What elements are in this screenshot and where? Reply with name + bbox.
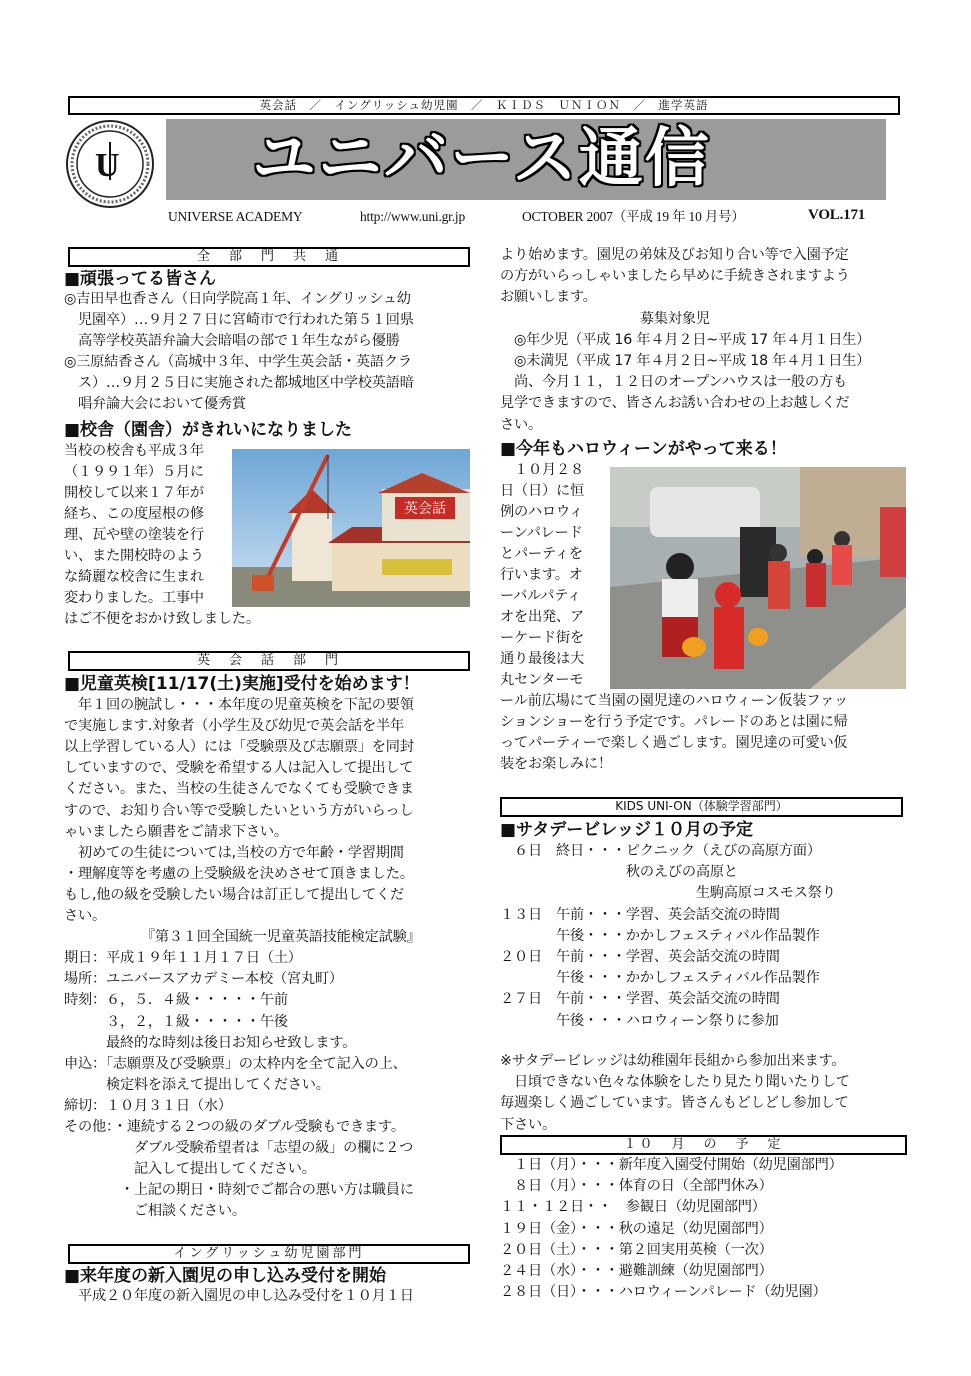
enrollment-line: 見学できますので、皆さんお誘い合わせの上お越しくだ: [500, 395, 850, 412]
halloween-line: ーケード街を: [500, 630, 584, 646]
halloween-line: 丸センターモ: [500, 672, 584, 688]
enrollment-line: さい。: [500, 416, 542, 433]
halloween-line: １０月２８: [500, 462, 584, 478]
eiken-line: 締切：１０月３１日（水）: [64, 1097, 232, 1114]
enrollment-line: ◎年少児（平成 16 年４月２日~平成 17 年４月１日生）: [500, 331, 871, 348]
schedule-line: 午後・・・かかしフェスティバル作品製作: [500, 970, 820, 987]
halloween-line: 装をお楽しみに！: [500, 756, 612, 772]
building-sign-text: 英会話: [404, 501, 446, 517]
achievement-line: 唱弁論大会において優秀賞: [64, 396, 246, 412]
top-category-bar: 英会話 ／ イングリッシュ幼児園 ／ ＫＩＤＳ ＵＮＩＯＮ ／ 進学英語: [68, 96, 900, 115]
eiken-line: ダブル受験希望者は「志望の級」の欄に２つ: [64, 1140, 414, 1157]
heading-achievements: ■頑張ってる皆さん: [64, 269, 217, 289]
october-event-line: ２４日（水）・・・避難訓練（幼児園部門）: [500, 1263, 773, 1279]
heading-saturday-village: ■サタデービレッジ１０月の予定: [500, 820, 754, 840]
issue-date: OCTOBER 2007（平成 19 年 10 月号）: [522, 209, 745, 224]
website-url[interactable]: http://www.uni.gr.jp: [360, 209, 466, 224]
heading-new-enrollment: ■来年度の新入園児の申し込み受付を開始: [64, 1266, 387, 1286]
enrollment-line: 募集対象児: [500, 310, 710, 327]
eiken-line: ・理解度等を考慮の上受験級を決めさせて頂きました。: [64, 865, 414, 882]
schedule-line: ２７日 午前・・・学習、英会話交流の時間: [500, 991, 780, 1008]
enrollment-line: お願いします。: [500, 289, 597, 306]
eiken-line: 場所：ユニバースアカデミー本校（宮丸町）: [64, 971, 343, 988]
section-box-all-departments: 全 部 門 共 通: [68, 247, 470, 267]
eiken-line: していますので、受験を希望する人は記入して提出して: [64, 760, 414, 777]
renovation-line: 変わりました。工事中: [64, 590, 204, 606]
halloween-line: とパーティを: [500, 546, 583, 562]
halloween-line: ションショーを行う予定です。パレードのあとは園に帰: [500, 714, 848, 730]
new-enrollment-text: 平成２０年度の新入園児の申し込み受付を１０月１日: [64, 1288, 414, 1304]
schedule-line: 生駒高原コスモス祭り: [500, 885, 836, 902]
eiken-line: その他：・連続する２つの級のダブル受験もできます。: [64, 1119, 405, 1135]
achievement-line: ス）…９月２５日に実施された都城地区中学校英語暗: [64, 375, 414, 391]
eiken-line: 申込：「志願票及び受験票」の太枠内を全て記入の上、: [64, 1055, 407, 1072]
newsletter-title-banner: [166, 119, 886, 200]
achievement-line: 児園卒）…９月２７日に宮崎市で行われた第５１回県: [64, 312, 414, 328]
eiken-line: で実施します.対象者（小学生及び幼児で英会話を半年: [64, 718, 405, 735]
eiken-line: 以上学習している人）には「受験票及び志願票」を同封: [64, 739, 414, 756]
school-building-photo: [232, 449, 470, 607]
eiken-line: すので、お知り合い等で受験したいという方がいらっし: [64, 802, 414, 819]
halloween-line: オを出発、ア: [500, 609, 584, 625]
eiken-line: もし,他の級を受験したい場合は訂正して提出してくだ: [64, 886, 405, 903]
achievement-line: 高等学校英語弁論大会暗唱の部で１年生ながら優勝: [64, 333, 400, 349]
eiken-line: ・上記の期日・時刻でご都合の悪い方は職員に: [64, 1182, 414, 1199]
renovation-line: 開校して以来１７年が: [64, 485, 204, 501]
october-event-line: １１・１２日・・ 参観日（幼児園部門）: [500, 1199, 766, 1216]
october-event-line: １日（月）・・・新年度入園受付開始（幼児園部門）: [500, 1157, 843, 1173]
note-line: 日頃できない色々な体験をしたり見たり聞いたりして: [500, 1074, 850, 1091]
enrollment-line: 尚、今月１１，１２日のオープンハウスは一般の方も: [500, 374, 847, 391]
renovation-line: 理、瓦や壁の塗装を行: [64, 527, 204, 543]
enrollment-line: ◎未満児（平成 17 年４月２日~平成 18 年４月１日生）: [500, 353, 871, 369]
renovation-line: はご不便をおかけ致しました。: [64, 611, 260, 627]
section-box-kids-union: KIDS UNI-ON（体験学習部門）: [500, 797, 903, 817]
enrollment-line: より始めます。園児の弟妹及びお知り合い等で入園予定: [500, 247, 849, 263]
section-box-english-kindergarten: イングリッシュ幼児園部門: [68, 1244, 470, 1264]
newsletter-title: ユニバース通信: [252, 122, 711, 196]
eiken-line: ３，２，１級・・・・・午後: [64, 1013, 288, 1030]
heading-halloween: ■今年もハロウィーンがやって来る！: [500, 439, 787, 459]
halloween-line: 行います。オ: [500, 567, 583, 583]
eiken-line: 期日：平成１９年１１月１７日（土）: [64, 950, 302, 967]
eiken-line: 検定料を添えて提出してください。: [64, 1076, 330, 1093]
section-box-october-schedule: １０ 月 の 予 定: [500, 1135, 907, 1155]
schedule-line: 午後・・・かかしフェスティバル作品製作: [500, 927, 820, 944]
renovation-line: （１９９１年）５月に: [64, 464, 204, 480]
halloween-line: ーバルパティ: [500, 588, 582, 604]
eiken-line: 年１回の腕試し・・・本年度の児童英検を下記の要領: [64, 697, 414, 713]
renovation-line: な綺麗な校舎に生まれ: [64, 569, 204, 585]
schedule-line: 午後・・・ハロウィーン祭りに参加: [500, 1012, 779, 1029]
halloween-line: ール前広場にて当園の園児達のハロウィーン仮装ファッ: [500, 693, 848, 709]
schedule-line: ２０日 午前・・・学習、英会話交流の時間: [500, 949, 780, 965]
october-event-line: １９日（金）・・・秋の遠足（幼児園部門）: [500, 1220, 773, 1237]
halloween-parade-photo: [610, 467, 906, 689]
eiken-line: ご相談ください。: [64, 1203, 246, 1220]
eiken-line: ゃいましたら願書をご請求下さい。: [64, 823, 288, 840]
halloween-line: 通り最後は大: [500, 651, 584, 667]
october-event-line: ２０日（土）・・・第２回実用英検（一次）: [500, 1241, 773, 1258]
note-line: ※サタデービレッジは幼稚園年長組から参加出来ます。: [500, 1053, 846, 1069]
halloween-line: 例のハロウィ: [500, 504, 584, 520]
section-box-english-conversation: 英 会 話 部 門: [68, 651, 470, 671]
renovation-line: 当校の校舎も平成３年: [64, 443, 204, 459]
heading-building-renovation: ■校舎（園舎）がきれいになりました: [64, 420, 353, 440]
halloween-line: 日（日）に恒: [500, 483, 584, 499]
eiken-line: ください。また、当校の生徒さんでなくても受験できま: [64, 781, 414, 798]
achievement-line: ◎吉田早也香さん（日向学院高１年、イングリッシュ幼: [64, 291, 411, 307]
october-event-line: ２８日（日）・・・ハロウィーンパレード（幼児園）: [500, 1284, 827, 1301]
eiken-line: 最終的な時刻は後日お知らせ致します。: [64, 1034, 357, 1051]
halloween-line: ってパーティーで楽しく過ごします。園児達の可愛い仮: [500, 735, 848, 751]
october-event-line: ８日（月）・・・体育の日（全部門休み）: [500, 1178, 773, 1195]
svg-text:U: U: [95, 147, 120, 184]
heading-child-eiken: ■児童英検[11/17(土)実施]受付を始めます！: [64, 674, 420, 694]
note-line: 毎週楽しく過ごしています。皆さんもどしどし参加して: [500, 1095, 849, 1112]
school-name: UNIVERSE ACADEMY: [168, 209, 303, 224]
eiken-line: 『第３１回全国統一児童英語技能検定試験』: [64, 929, 421, 946]
eiken-line: さい。: [64, 908, 106, 924]
schedule-line: ６日 終日・・・ピクニック（えびの高原方面）: [500, 843, 821, 859]
renovation-line: い、また開校時のよう: [64, 548, 204, 564]
school-logo: [64, 118, 156, 210]
renovation-line: 経ち、この度屋根の修: [64, 506, 204, 522]
halloween-line: ーンパレード: [500, 525, 583, 541]
schedule-line: １３日 午前・・・学習、英会話交流の時間: [500, 906, 780, 923]
achievement-line: ◎三原結香さん（高城中３年、中学生英会話・英語クラ: [64, 354, 412, 370]
volume-number: VOL.171: [808, 207, 866, 223]
eiken-line: 時刻：６，５．４級・・・・・午前: [64, 992, 288, 1009]
note-line: 下さい。: [500, 1116, 556, 1133]
eiken-line: 初めての生徒については,当校の方で年齢・学習期間: [64, 844, 404, 861]
eiken-line: 記入して提出してください。: [64, 1161, 316, 1178]
schedule-line: 秋のえびの高原と: [500, 864, 738, 881]
enrollment-line: の方がいらっしゃいましたら早めに手続きされますよう: [500, 268, 850, 285]
